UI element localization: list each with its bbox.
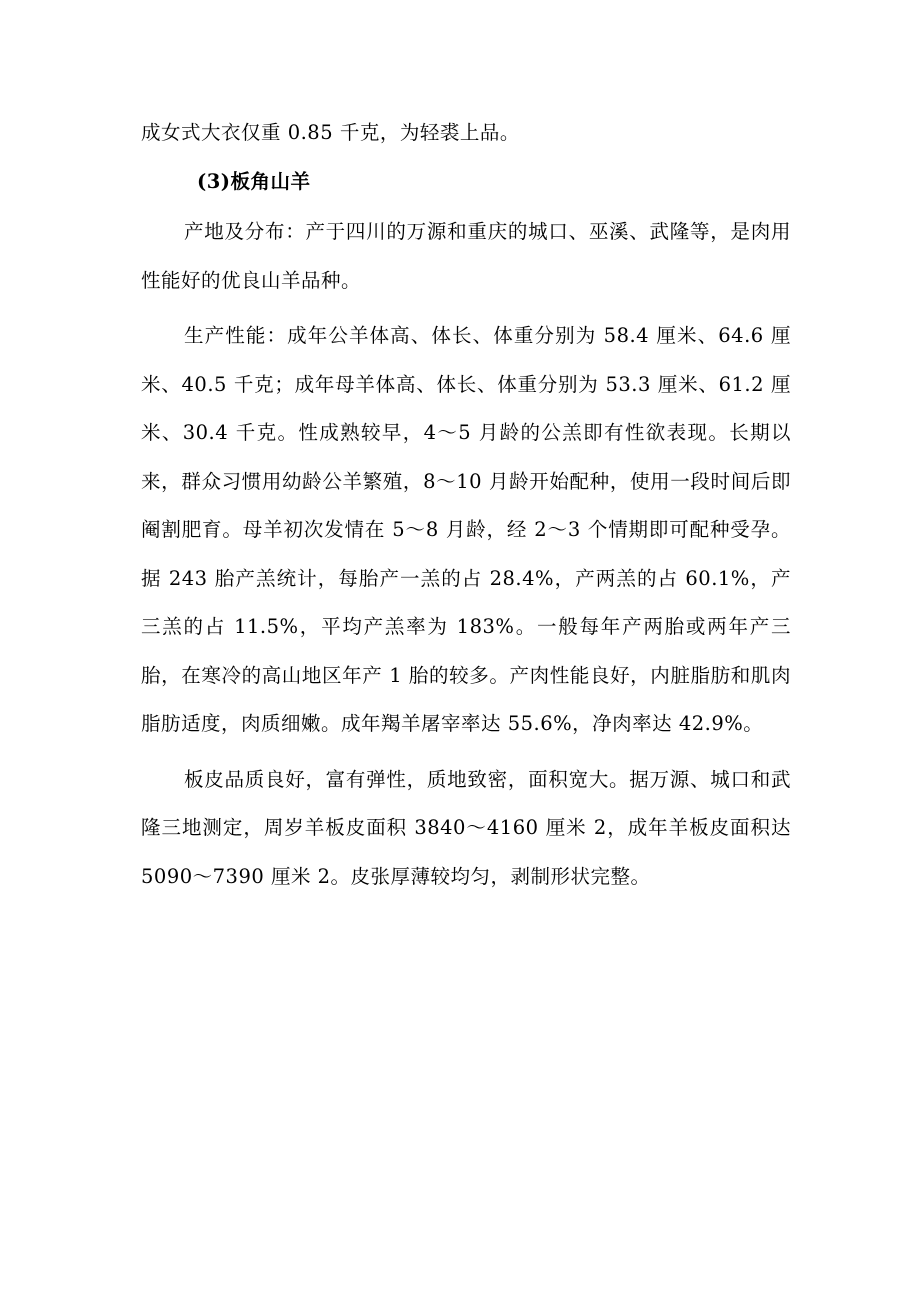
paragraph-continuation: 成女式大衣仅重 0.85 千克，为轻裘上品。: [141, 121, 520, 144]
paragraph-performance: 生产性能：成年公羊体高、体长、体重分别为 58.4 厘米、64.6 厘米、40.5 千克；成年母羊体高、体长、体重分别为 53.3 厘米、61.2 厘米、30.4 千克。性成熟较早，4～5 月龄的公羔即有性欲表现。长期以来，群众习惯用幼龄公羊繁殖，8～10 月龄开始配种，使用一段时间后即阉割肥育。母羊初次发情在 5～8 月龄，经 2～3 个情期即可配种受孕。据 243 胎产羔统计，每胎产一羔的占 28.4%，产两羔的占 60.1%，产三羔的占 11.5%，平均产羔率为 183%。一般每年产两胎或两年产三胎，在寒冷的高山地区年产 1 胎的较多。产肉性能良好，内脏脂肪和肌肉脂肪适度，肉质细嫩。成年羯羊屠宰率达 55.6%，净肉率达 42.9%。: [141, 324, 791, 735]
section-heading: (3)板角山羊: [197, 169, 311, 193]
paragraph-hide-quality: 板皮品质良好，富有弹性，质地致密，面积宽大。据万源、城口和武隆三地测定，周岁羊板皮面积 3840～4160 厘米 2，成年羊板皮面积达 5090～7390 厘米 2。皮张厚薄较均匀，剥制形状完整。: [141, 767, 791, 888]
paragraph-origin: 产地及分布：产于四川的万源和重庆的城口、巫溪、武隆等，是肉用性能好的优良山羊品种。: [141, 220, 791, 292]
body-text: [141, 109, 791, 901]
